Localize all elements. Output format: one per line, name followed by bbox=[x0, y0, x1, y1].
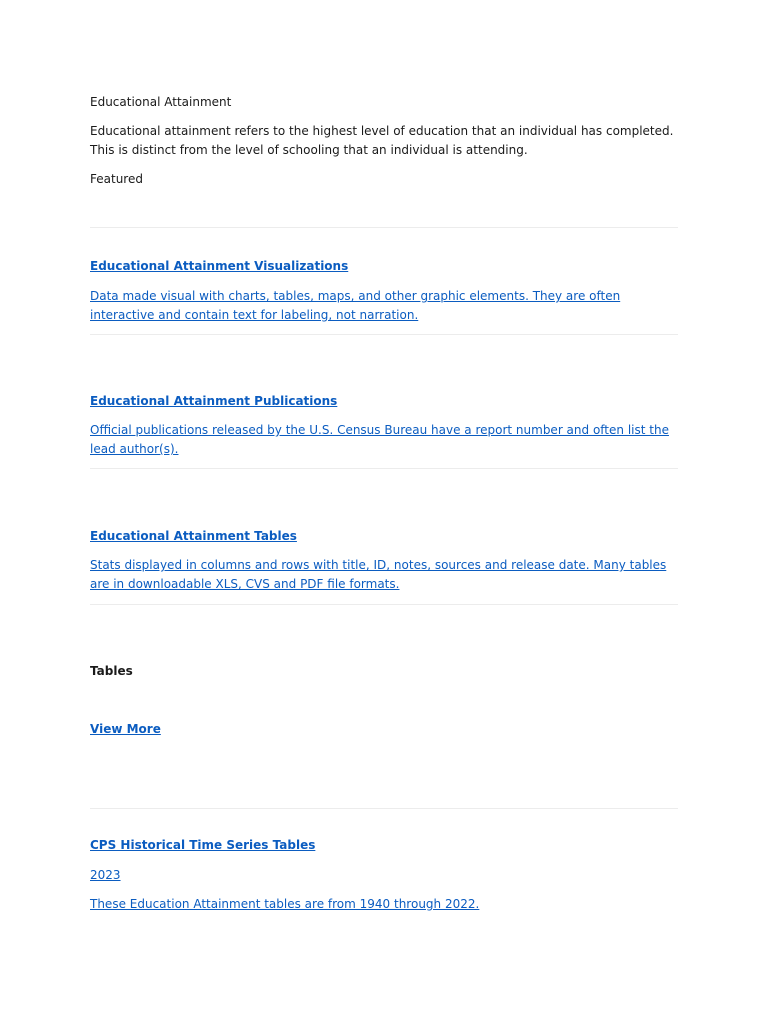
featured-publications-description[interactable]: Official publications released by the U.S. Census Bureau have a report number and often list the lead author(s). bbox=[90, 423, 669, 456]
page-description: Educational attainment refers to the highest level of education that an individual has completed. This is distinct from the level of schooling that an individual is attending. bbox=[90, 124, 674, 157]
divider bbox=[90, 808, 678, 809]
table-item-year[interactable]: 2023 bbox=[90, 868, 121, 882]
view-more-link[interactable]: View More bbox=[90, 722, 161, 736]
featured-label: Featured bbox=[90, 172, 143, 186]
divider bbox=[90, 468, 678, 469]
featured-visualizations-link[interactable]: Educational Attainment Visualizations bbox=[90, 259, 349, 273]
table-item-description[interactable]: These Education Attainment tables are from 1940 through 2022. bbox=[90, 897, 480, 911]
tables-heading: Tables bbox=[90, 664, 133, 678]
featured-tables-description[interactable]: Stats displayed in columns and rows with title, ID, notes, sources and release date. Many tables are in downloadable XLS, CVS and PDF file formats. bbox=[90, 558, 667, 591]
featured-publications-link[interactable]: Educational Attainment Publications bbox=[90, 394, 338, 408]
page-title: Educational Attainment bbox=[90, 95, 232, 109]
featured-visualizations-description[interactable]: Data made visual with charts, tables, maps, and other graphic elements. They are often interactive and contain text for labeling, not narration. bbox=[90, 289, 621, 322]
featured-tables-link[interactable]: Educational Attainment Tables bbox=[90, 529, 297, 543]
divider bbox=[90, 604, 678, 605]
divider bbox=[90, 334, 678, 335]
divider bbox=[90, 227, 678, 228]
cps-historical-tables-link[interactable]: CPS Historical Time Series Tables bbox=[90, 838, 316, 852]
